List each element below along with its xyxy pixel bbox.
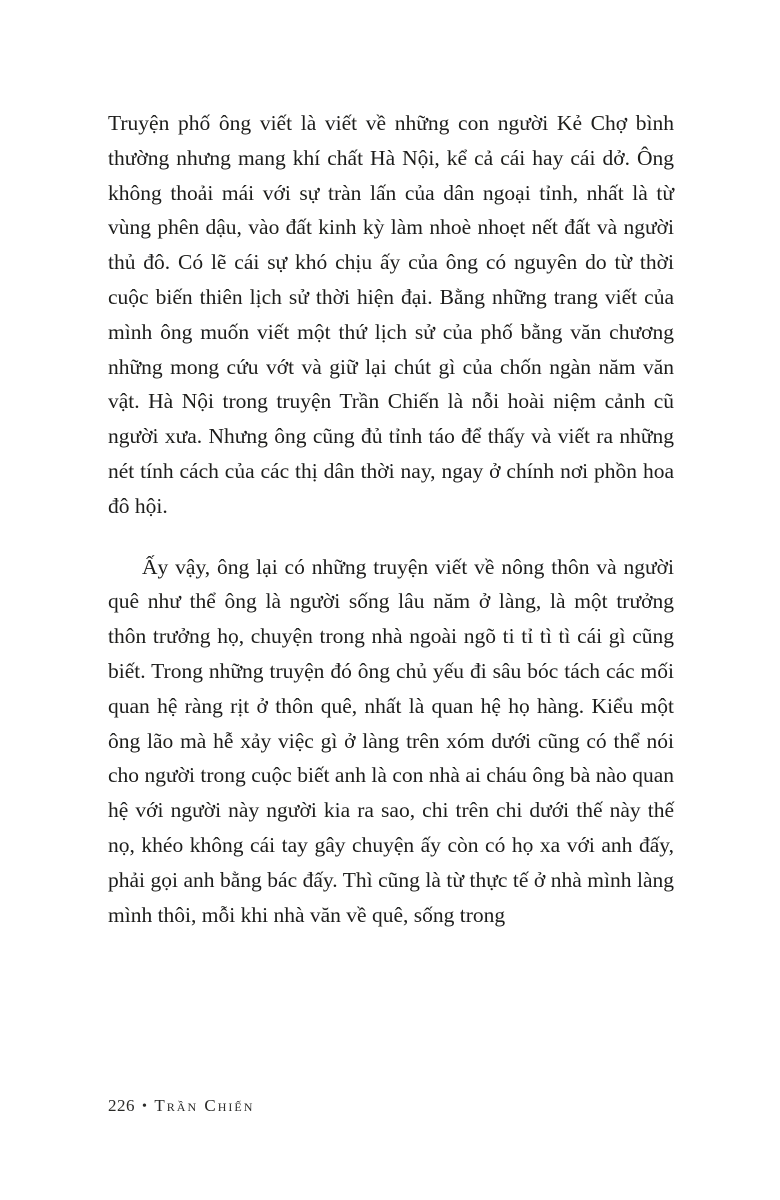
page-number: 226 — [108, 1096, 135, 1115]
footer-separator: • — [142, 1099, 148, 1114]
body-text-block — [108, 106, 674, 932]
body-paragraph: Ấy vậy, ông lại có những truyện viết về nông thôn và người quê như thể ông là người sống lâu năm ở làng, là một trưởng thôn trưởng họ, chuyện trong nhà ngoài ngõ ti tỉ tì tì cái gì cũng biết. Trong những truyện đó ông chủ yếu đi sâu bóc tách các mối quan hệ ràng rịt ở thôn quê, nhất là quan hệ họ hàng. Kiểu một ông lão mà hễ xảy việc gì ở làng trên xóm dưới cũng có thể nói cho người trong cuộc biết anh là con nhà ai cháu ông bà nào quan hệ với người này người kia ra sao, chi trên chi dưới thế này thế nọ, khéo không cái tay gây chuyện ấy còn có họ xa với anh đấy, phải gọi anh bằng bác đấy. Thì cũng là từ thực tế ở nhà mình làng mình thôi, mỗi khi nhà văn về quê, sống trong — [108, 554, 674, 927]
page-footer — [108, 1096, 254, 1116]
body-paragraph: Truyện phố ông viết là viết về những con người Kẻ Chợ bình thường nhưng mang khí chất Hà Nội, kể cả cái hay cái dở. Ông không thoải mái với sự tràn lấn của dân ngoại tỉnh, nhất là từ vùng phên dậu, vào đất kinh kỳ làm nhoè nhoẹt nết đất và người thủ đô. Có lẽ cái sự khó chịu ấy của ông có nguyên do từ thời cuộc biến thiên lịch sử thời hiện đại. Bằng những trang viết của mình ông muốn viết một thứ lịch sử của phố bằng văn chương những mong cứu vớt và giữ lại chút gì của chốn ngàn năm văn vật. Hà Nội trong truyện Trần Chiến là nỗi hoài niệm cảnh cũ người xưa. Nhưng ông cũng đủ tỉnh táo để thấy và viết ra những nét tính cách của các thị dân thời nay, ngay ở chính nơi phồn hoa đô hội. — [108, 111, 674, 518]
footer-book-title: Trần Chiến — [154, 1096, 255, 1115]
